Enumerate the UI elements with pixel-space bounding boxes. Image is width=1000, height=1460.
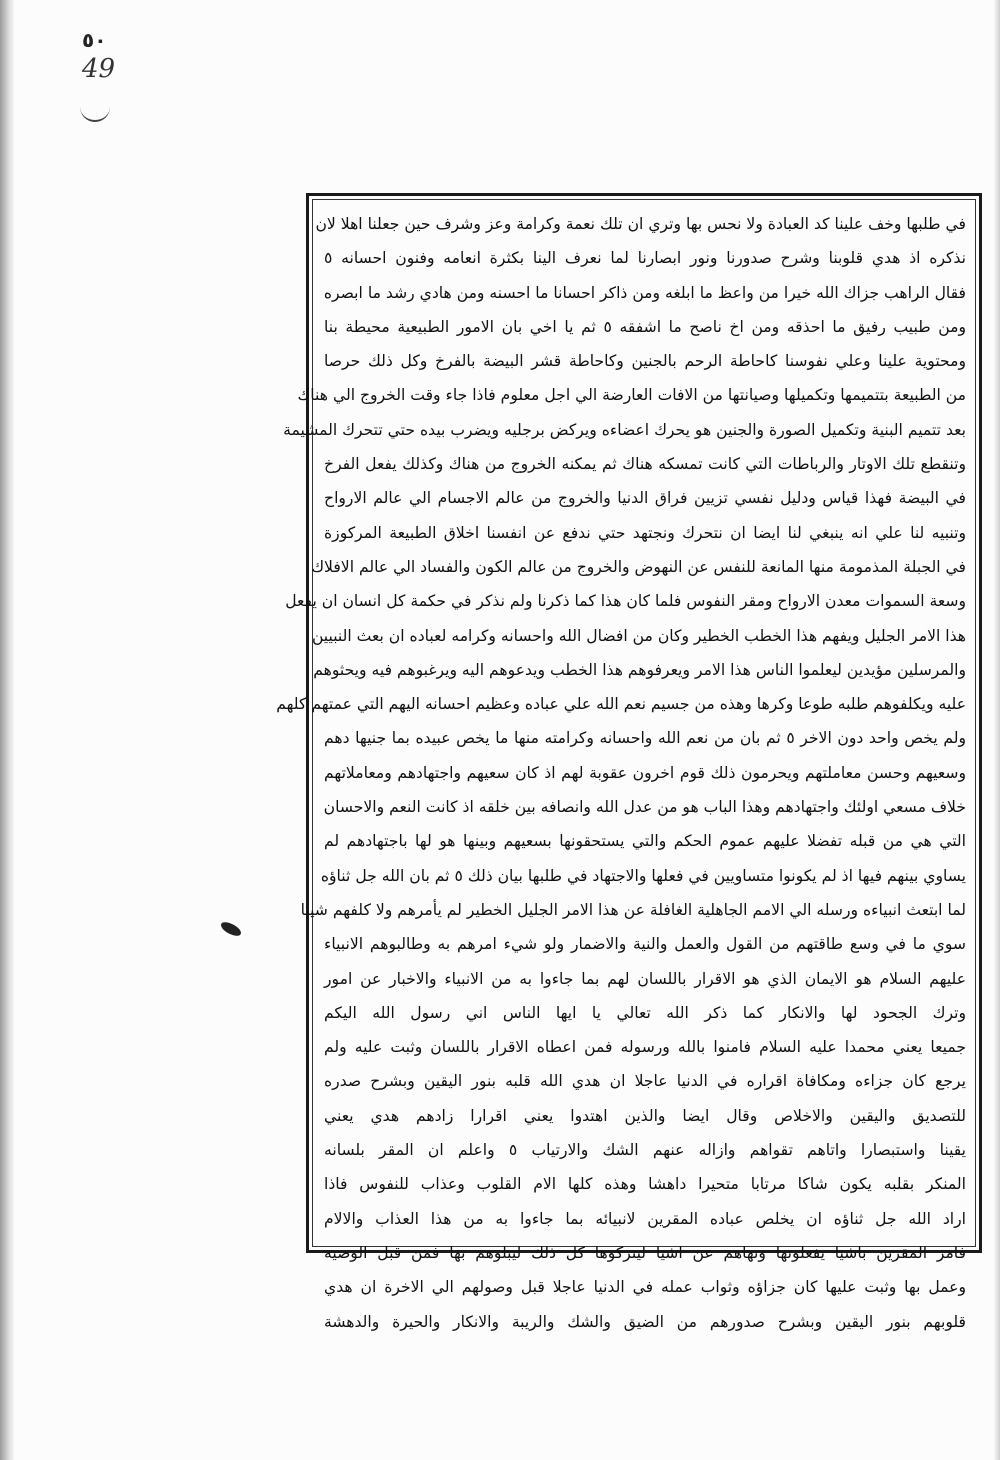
manuscript-text-block: [276, 203, 972, 1331]
text-line: يساوي بينهم فيها اذ لم يكونوا متساويين في فعلها والاجتهاد في طلبها بيان ذلك ٥ ثم بان الله جل ثناؤه: [320, 866, 966, 885]
text-line: وترك الجحود لها والانكار كما ذكر الله تعالي يا ايها الناس اني رسول الله اليكم: [324, 1003, 966, 1022]
text-line: المنكر بقلبه يكون شاكا مرتابا متحيرا داهشا وهذه كلها الام القلوب وعذاب للنفوس فاذا: [324, 1175, 966, 1194]
text-line: هذا الامر الجليل ويفهم هذا الخطب الخطير وكان من افضال الله واحسانه وكرامه لعباده ان بعث النبيين: [311, 626, 966, 645]
folio-number: [82, 30, 142, 82]
page-edge: [994, 0, 1000, 1460]
text-line: في طلبها وخف علينا كد العبادة ولا نحس بها وتري ان تلك نعمة وكرامة وعز وشرف حين جعلنا اهلا لان: [315, 215, 966, 233]
text-line: التي هي من قبله تفضلا عليهم عموم الحكم والتي يستحقونها بسعيهم وبينها هو لها باجتهادهم لم: [324, 832, 966, 851]
text-line: نذكره اذ هدي قلوبنا وشرح صدورنا ونور ابصارنا لما نعرف الينا بكثرة انعامه وفنون احسانه ٥: [324, 249, 966, 268]
text-line: عليهم السلام هو الايمان الذي هو الاقرار باللسان لهم بما جاءوا به من الانبياء والاخبار عن امور: [324, 969, 966, 988]
text-line: والمرسلين مؤيدين ليعلموا الناس هذا الامر ويعرفوهم هذا الخطب ويدعوهم اليه ويرغبوهم فيه ويحثوهم: [313, 660, 966, 679]
text-line: عليه ويكلفوهم طلبه طوعا وكرها وهذه من جسيم نعم الله علي عباده وعظيم احسانه اليهم التي عمتهم كلهم: [276, 695, 966, 714]
folio-number-arabic: ٥٠: [82, 28, 107, 52]
text-line: وسعيهم وحسن معاملتهم ويحرمون ذلك قوم اخرون عقوبة لهم اذ كان سعيهم واجتهادهم ومعاملاتهم: [324, 763, 966, 782]
text-line: لما ابتعث انبياءه ورسله الي الامم الجاهلية الغافلة عن هذا الامر الجليل الخطير لم يأمرهم ولا كلفهم شيئا: [300, 900, 966, 919]
text-line: جميعا يعني محمدا عليه السلام فامنوا بالله ورسوله فمن اعطاه الاقرار باللسان وثبت عليه ولم: [324, 1038, 966, 1057]
binding-gutter: [0, 0, 14, 1460]
text-line: قلوبهم بنور اليقين وبشرح صدورهم من الضيق والشك والريبة والانكار والحيرة والدهشة: [324, 1312, 966, 1331]
text-line: ولم يخص واحد دون الاخر ٥ ثم بان من نعم الله واحسانه وكرامته منها ما يخص عبيده بما جنيها دهم: [324, 729, 966, 748]
text-line: بعد تتميم البنية وتكميل الصورة والجنين هو يحرك اعضاءه ويركض برجليه ويضرب بيده حتي تتحرك المشيمة: [283, 420, 966, 439]
text-line: من الطبيعة بتتميمها وتكميلها وصيانتها من الافات العارضة الي اجل معلوم فاذا جاء وقت الخروج الي هناك: [297, 386, 966, 405]
text-line: وسعة السموات معدن الارواح ومقر النفوس فلما كان هذا كما ذكرنا ولم نذكر في حكمة كل انسان ان يفعل: [285, 592, 966, 611]
text-line: وتنقطع تلك الاوتار والرباطات التي كانت تمسكه هناك ثم يمكنه الخروج من هناك وكذلك يفعل الفرخ: [324, 455, 966, 474]
text-line: في البيضة فهذا قياس ودليل نفسي تزيين فراق الدنيا والخروج من عالم الاجسام الي عالم الارواح: [324, 489, 966, 508]
text-line: ومحتوية علينا وعلي نفوسنا كاحاطة الرحم بالجنين وكاحاطة قشر البيضة بالفرخ وكل ذلك حرصا: [324, 352, 966, 371]
text-line: يرجع كان جزاءه ومكافاة اقراره في الدنيا عاجلا ان هدي الله قلبه بنور اليقين وبشرح صدره: [324, 1072, 966, 1091]
text-line: للتصديق واليقين والاخلاص وقال ايضا والذين اهتدوا يعني اقرارا زادهم هدي يعني: [324, 1106, 966, 1125]
ink-blot: [219, 919, 243, 938]
text-line: فامر المقرين باشيا يفعلونها ونهاهم عن اشيا ليتركوها كل ذلك ليبلوهم بها فمن قبل الوصية: [324, 1243, 966, 1262]
text-line: سوي ما في وسع طاقتهم من القول والعمل والنية والاضمار ولو شيء امرهم به وطالبوهم الانبياء: [324, 935, 966, 954]
text-line: ومن طبيب رفيق ما احذقه ومن اخ ناصح ما اشفقه ٥ ثم يا اخي بان الامور الطبيعية محيطة بنا: [324, 317, 966, 336]
text-line: فقال الراهب جزاك الله خيرا من واعظ ما ابلغه ومن ذاكر احسانا ما احسنه ومن هادي رشد ما ابصره: [323, 283, 966, 302]
text-line: في الجبلة المذمومة منها المانعة للنفس عن النهوض والخروج من عالم الكون والفساد الي عالم الافلاك: [311, 557, 966, 576]
folio-underline: [80, 102, 110, 122]
text-line: يقينا واستبصارا واتاهم تقواهم وازاله عنهم الشك والارتياب ٥ واعلم ان المقر بلسانه: [324, 1141, 967, 1160]
text-line: وعمل بها وثبت عليها كان جزاؤه وثواب عمله في الدنيا عاجلا قبل وصولهم الي الاخرة ان هدي: [324, 1278, 966, 1297]
folio-number-latin: 49: [82, 54, 116, 84]
text-line: وتنبيه لنا علي انه ينبغي لنا ايضا ان نتحرك ونجتهد حتي ندفع عن انفسنا اخلاق الطبيعة المركوزة: [324, 523, 966, 542]
text-line: خلاف مسعي اولئك واجتهادهم وهذا الباب هو من عدل الله وانصافه بين خلقه اذ كانت النعم والاحسان: [323, 798, 966, 817]
text-line: اراد الله جل ثناؤه ان يخلص عباده المقرين لانبيائه بما جاءوا به من هذا العذاب والالام: [324, 1209, 966, 1228]
